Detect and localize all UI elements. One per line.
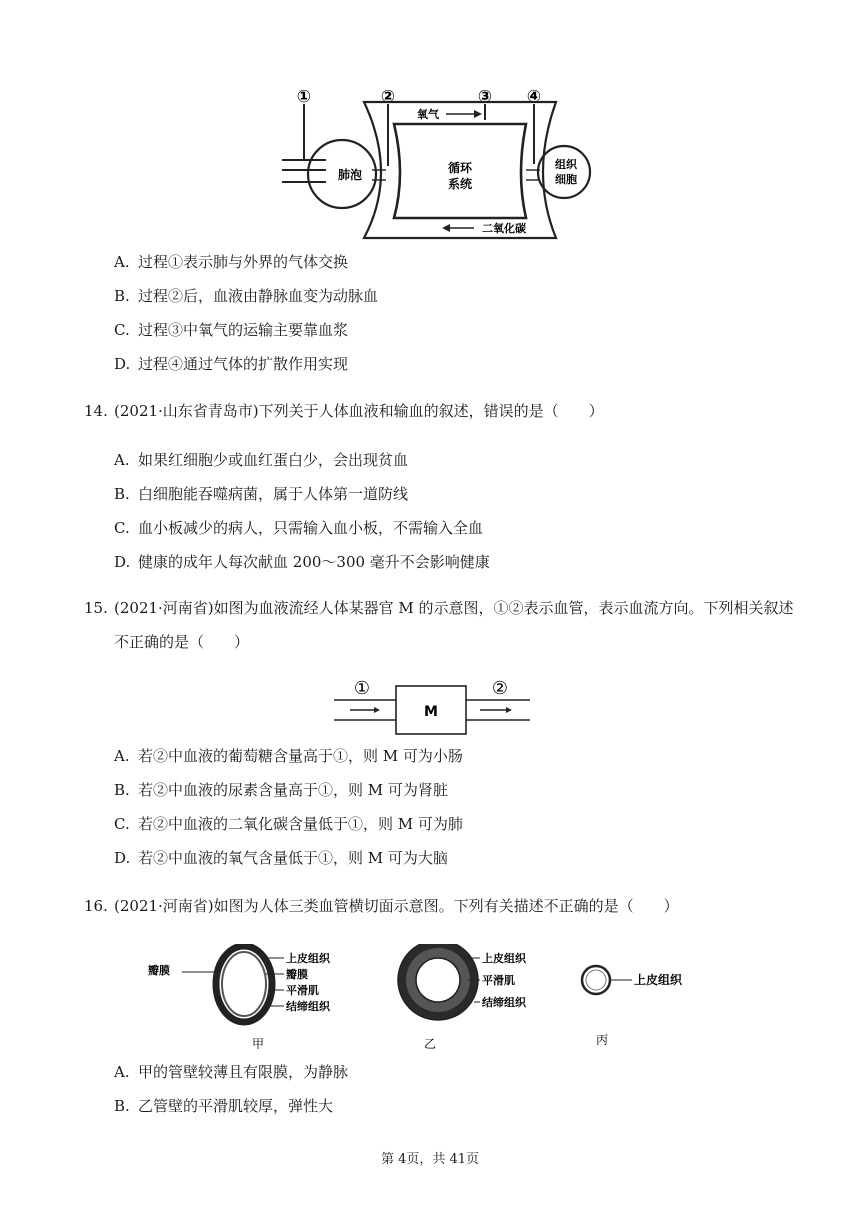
blood-vessel-cross-sections <box>148 944 708 1054</box>
option-text: 过程②后，血液由静脉血变为动脉血 <box>138 287 379 305</box>
q13-option-c <box>114 320 348 340</box>
option-text: 若②中血液的葡萄糖含量高于①，则 M 可为小肠 <box>138 747 463 765</box>
jia-caption: 甲 <box>251 1037 265 1051</box>
q16-option-b <box>114 1096 333 1116</box>
q14-option-a <box>114 450 408 470</box>
option-letter: A. <box>114 747 130 765</box>
option-letter: A. <box>114 1063 130 1081</box>
jia-label-connective: 结缔组织 <box>286 1000 330 1013</box>
option-letter: B. <box>114 1097 130 1115</box>
question-number: 14. <box>84 402 108 420</box>
option-text: 白细胞能吞噬病菌，属于人体第一道防线 <box>138 485 409 503</box>
question-text: (2021·河南省)如图为人体三类血管横切面示意图。下列有关描述不正确的是（ ） <box>114 897 679 915</box>
bing-label-epithelium: 上皮组织 <box>634 973 683 987</box>
q16-option-a <box>114 1062 348 1082</box>
organ-m-label: M <box>424 704 438 720</box>
bing-caption: 丙 <box>595 1033 609 1047</box>
jia-valve-left-label: 瓣膜 <box>148 964 170 977</box>
option-letter: A. <box>114 253 130 271</box>
vessel-2-label: ② <box>491 678 509 699</box>
yi-caption: 乙 <box>423 1037 437 1051</box>
jia-label-valve: 瓣膜 <box>286 968 308 981</box>
jia-label-smooth-muscle: 平滑肌 <box>286 984 319 997</box>
tissue-label-2: 细胞 <box>555 173 577 186</box>
question-text: (2021·河南省)如图为血液流经人体某器官 M 的示意图，①②表示血管，表示血流方向。下列相关叙述 <box>114 599 794 617</box>
option-text: 乙管壁的平滑肌较厚，弹性大 <box>138 1097 334 1115</box>
alveoli-label: 肺泡 <box>337 168 363 182</box>
q15-option-c <box>114 814 463 834</box>
q15-stem-line2 <box>114 632 249 652</box>
circled-3: ③ <box>477 87 493 107</box>
oxygen-label: 氧气 <box>417 108 439 121</box>
yi-label-smooth-muscle: 平滑肌 <box>482 974 515 987</box>
option-text: 过程①表示肺与外界的气体交换 <box>138 253 349 271</box>
option-text: 过程③中氧气的运输主要靠血浆 <box>138 321 349 339</box>
page-footer: 第 4页，共 41页 <box>380 1152 480 1167</box>
q13-option-b <box>114 286 378 306</box>
circled-1: ① <box>296 87 312 107</box>
q14-option-c <box>114 518 483 538</box>
option-letter: D. <box>114 849 131 867</box>
yi-label-connective: 结缔组织 <box>482 996 526 1009</box>
question-text: 不正确的是（ ） <box>114 633 250 651</box>
option-text: 如果红细胞少或血红蛋白少，会出现贫血 <box>138 451 409 469</box>
system-label-1: 循环 <box>447 161 473 175</box>
circled-4: ④ <box>526 87 542 107</box>
option-letter: D. <box>114 553 131 571</box>
option-letter: C. <box>114 519 130 537</box>
q15-option-d <box>114 848 448 868</box>
tissue-label-1: 组织 <box>555 158 577 171</box>
q16-stem <box>84 896 679 916</box>
q15-option-a <box>114 746 463 766</box>
option-text: 若②中血液的尿素含量高于①，则 M 可为肾脏 <box>138 781 448 799</box>
option-text: 若②中血液的二氧化碳含量低于①，则 M 可为肺 <box>138 815 463 833</box>
question-number: 15. <box>84 599 108 617</box>
q14-option-d <box>114 552 490 572</box>
q15-stem <box>84 598 794 618</box>
q15-option-b <box>114 780 448 800</box>
option-letter: A. <box>114 451 130 469</box>
co2-label: 二氧化碳 <box>482 222 526 235</box>
option-text: 血小板减少的病人，只需输入血小板，不需输入全血 <box>138 519 484 537</box>
option-text: 过程④通过气体的扩散作用实现 <box>138 355 349 373</box>
option-letter: B. <box>114 781 130 799</box>
option-letter: B. <box>114 287 130 305</box>
gas-exchange-diagram <box>268 84 598 244</box>
option-text: 甲的管壁较薄且有限膜，为静脉 <box>138 1063 349 1081</box>
option-letter: C. <box>114 815 130 833</box>
question-text: (2021·山东省青岛市)下列关于人体血液和输血的叙述，错误的是（ ） <box>114 402 604 420</box>
system-label-2: 系统 <box>447 177 473 191</box>
option-letter: C. <box>114 321 130 339</box>
option-letter: D. <box>114 355 131 373</box>
circled-2: ② <box>380 87 396 107</box>
vessel-1-label: ① <box>353 678 371 699</box>
jia-label-epithelium: 上皮组织 <box>286 952 330 965</box>
option-text: 若②中血液的氧气含量低于①，则 M 可为大脑 <box>138 849 448 867</box>
organ-m-diagram <box>330 674 540 744</box>
q14-stem <box>84 401 604 421</box>
option-text: 健康的成年人每次献血 200～300 毫升不会影响健康 <box>138 553 490 571</box>
yi-label-epithelium: 上皮组织 <box>482 952 526 965</box>
question-number: 16. <box>84 897 108 915</box>
q13-option-d <box>114 354 348 374</box>
q13-option-a <box>114 252 348 272</box>
option-letter: B. <box>114 485 130 503</box>
q14-option-b <box>114 484 408 504</box>
